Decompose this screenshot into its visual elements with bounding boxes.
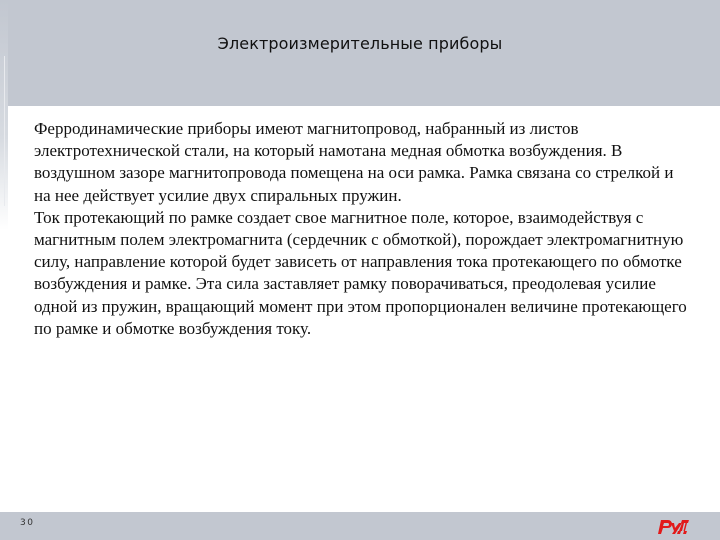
footer-band — [0, 512, 720, 540]
header-accent-line — [4, 56, 5, 206]
rzd-logo-icon — [656, 516, 692, 536]
body-paragraph-2: Ток протекающий по рамке создает свое магнитное поле, которое, взаимодействуя с магнитным полем электромагнита (сердечник с обмоткой), порождает электромагнитную силу, направление которой будет зависеть от направления тока протекающего по обмотке возбуждения и рамке. Эта сила заставляет рамку поворачиваться, преодолевая усилие одной из пружин, вращающий момент при этом пропорционален величине протекающего по рамке и обмотке возбуждения току. — [34, 207, 687, 338]
slide-title: Электроизмерительные приборы — [217, 34, 503, 53]
page-number: 30 — [20, 518, 35, 528]
slide-body — [34, 118, 694, 340]
header-band — [0, 0, 720, 106]
body-paragraph-1: Ферродинамические приборы имеют магнитопровод, набранный из листов электротехнической стали, на который намотана медная обмотка возбуждения. В воздушном зазоре магнитопровода помещена на оси рамка. Рамка связана со стрелкой и на нее действует усилие двух спиральных пружин. — [34, 119, 674, 205]
